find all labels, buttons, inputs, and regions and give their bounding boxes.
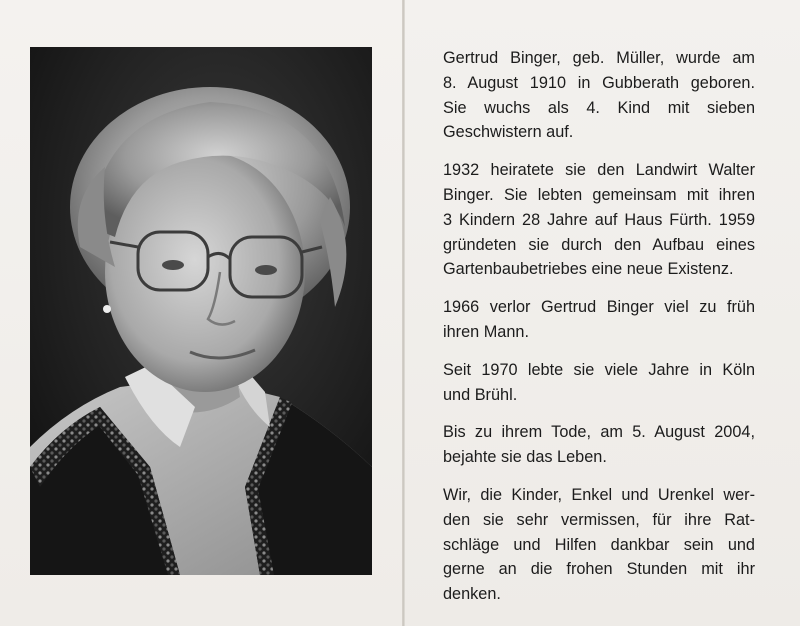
text-line: Binger. Sie lebten gemeinsam mit ihren bbox=[443, 185, 755, 204]
paragraph-3 bbox=[443, 295, 755, 345]
text-line: Wir, die Kinder, Enkel und Urenkel wer- bbox=[443, 485, 755, 504]
text-line: Geschwistern auf. bbox=[443, 123, 574, 142]
text-line: denken. bbox=[443, 585, 501, 604]
text-line: Gartenbaubetriebes eine neue Existenz. bbox=[443, 260, 734, 279]
paragraph-2 bbox=[443, 158, 755, 282]
text-line: Sie wuchs als 4. Kind mit sieben bbox=[443, 98, 755, 117]
text-line: 1966 verlor Gertrud Binger viel zu früh bbox=[443, 298, 755, 317]
paragraph-1 bbox=[443, 46, 755, 145]
text-line: Gertrud Binger, geb. Müller, wurde am bbox=[443, 49, 755, 67]
text-line: gründeten sie durch den Aufbau eines bbox=[443, 235, 755, 254]
text-line: den sie sehr vermissen, für ihre Rat- bbox=[443, 510, 755, 529]
portrait-illustration bbox=[30, 47, 372, 575]
text-line: und Brühl. bbox=[443, 385, 518, 404]
text-line: bejahte sie das Leben. bbox=[443, 448, 607, 467]
paragraph-5 bbox=[443, 420, 755, 470]
text-line: ihren Mann. bbox=[443, 322, 529, 341]
portrait-photo bbox=[30, 47, 372, 575]
text-line: schläge und Hilfen dankbar sein und bbox=[443, 535, 755, 554]
text-line: Seit 1970 lebte sie viele Jahre in Köln bbox=[443, 360, 755, 379]
text-line: Bis zu ihrem Tode, am 5. August 2004, bbox=[443, 423, 755, 442]
paragraph-6 bbox=[443, 483, 755, 607]
text-line: 8. August 1910 in Gubberath geboren. bbox=[443, 73, 755, 92]
paragraph-4 bbox=[443, 358, 755, 408]
biography-text bbox=[443, 46, 755, 620]
text-line: 3 Kindern 28 Jahre auf Haus Fürth. 1959 bbox=[443, 210, 755, 229]
text-line: 1932 heiratete sie den Landwirt Walter bbox=[443, 161, 755, 180]
text-line: gerne an die frohen Stunden mit ihr bbox=[443, 560, 755, 579]
